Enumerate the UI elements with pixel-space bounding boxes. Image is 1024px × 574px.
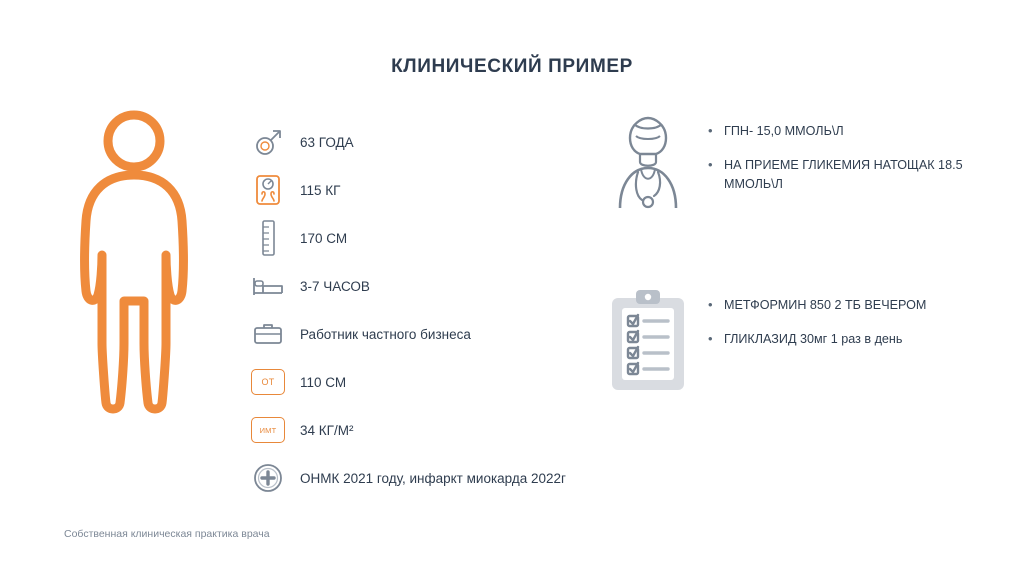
list-item xyxy=(708,122,1024,140)
female-doctor-icon xyxy=(596,108,700,216)
clipboard-checklist-icon xyxy=(596,282,700,394)
attribute-value: 63 ГОДА xyxy=(300,134,354,150)
bullet-text: ГЛИКЛАЗИД 30мг 1 раз в день xyxy=(724,332,903,347)
bed-sleep-icon xyxy=(246,273,290,299)
attribute-value: ОНМК 2021 году, инфаркт миокарда 2022г xyxy=(300,470,566,486)
attribute-value: 115 КГ xyxy=(300,182,341,198)
attribute-row-sleep xyxy=(246,262,606,310)
page-title: КЛИНИЧЕСКИЙ ПРИМЕР xyxy=(391,56,633,77)
badge-label: ОТ xyxy=(251,369,285,395)
attribute-value: 170 СМ xyxy=(300,230,348,246)
badge-ot-icon xyxy=(246,369,290,395)
footnote: Собственная клиническая практика врача xyxy=(64,528,270,540)
attribute-row-history xyxy=(246,454,606,502)
attribute-row-age xyxy=(246,118,606,166)
attribute-row-waist xyxy=(246,358,606,406)
list-item xyxy=(708,296,926,314)
bullet-dot: • xyxy=(708,331,713,347)
attribute-row-weight xyxy=(246,166,606,214)
attribute-value: 110 СМ xyxy=(300,374,347,390)
bullet-dot: • xyxy=(708,157,713,173)
therapy-block xyxy=(596,282,926,394)
bullet-text: МЕТФОРМИН 850 2 ТБ ВЕЧЕРОМ xyxy=(724,298,927,312)
gender-male-icon xyxy=(246,127,290,157)
lab-results-block xyxy=(596,108,1024,216)
attribute-row-bmi xyxy=(246,406,606,454)
bullet-text: НА ПРИЕМЕ ГЛИКЕМИЯ НАТОЩАК 18.5 ММОЛЬ\Л xyxy=(724,158,963,191)
medical-cross-icon xyxy=(246,462,290,494)
bullet-dot: • xyxy=(708,123,713,138)
attribute-value: 34 КГ/М² xyxy=(300,422,354,438)
lab-bullet-list xyxy=(700,108,1024,209)
list-item xyxy=(708,330,926,348)
bullet-dot: • xyxy=(708,297,713,312)
attribute-row-occupation xyxy=(246,310,606,358)
attribute-row-height xyxy=(246,214,606,262)
therapy-bullet-list xyxy=(700,282,926,365)
attribute-value: 3-7 ЧАСОВ xyxy=(300,278,370,294)
ruler-icon xyxy=(246,219,290,257)
briefcase-icon xyxy=(246,321,290,347)
attribute-value: Работник частного бизнеса xyxy=(300,326,471,342)
bullet-text: ГПН- 15,0 ММОЛЬ\Л xyxy=(724,124,844,138)
male-person-icon xyxy=(62,105,242,415)
badge-imt-icon xyxy=(246,417,290,443)
list-item xyxy=(708,156,1024,193)
weight-scale-icon xyxy=(246,173,290,207)
badge-label: ИМТ xyxy=(251,417,285,443)
patient-attributes-list xyxy=(246,118,606,502)
